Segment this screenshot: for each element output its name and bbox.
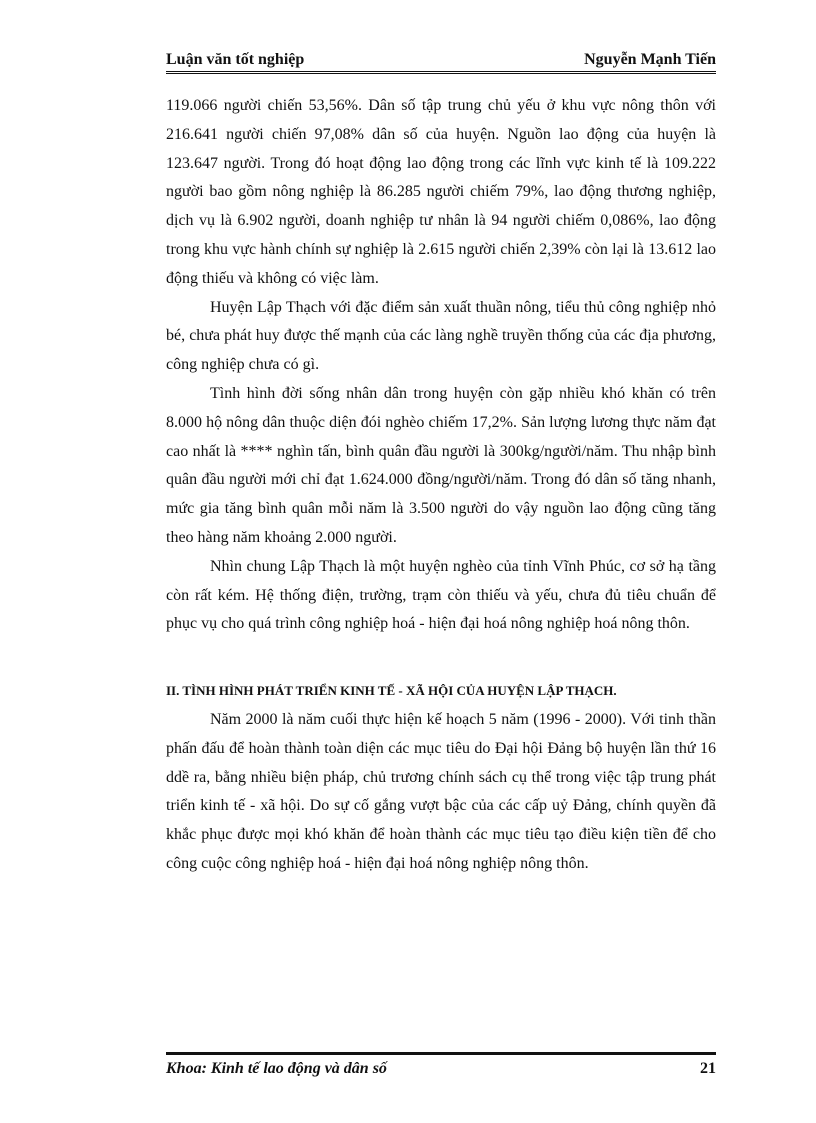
paragraph-living-conditions: Tình hình đời sống nhân dân trong huyện còn gặp nhiều khó khăn có trên 8.000 hộ nông dân thuộc diện đói nghèo chiếm 17,2%. Sản lượng lương thực năm đạt cao nhất là **** nghìn tấn, bình quân đầu người là 300kg/người/năm. Thu nhập bình quân đầu người mới chỉ đạt 1.624.000 đồng/người/năm. Trong đó dân số tăng nhanh, mức gia tăng bình quân mỗi năm là 3.500 người do vậy nguồn lao động cũng tăng theo hàng năm khoảng 2.000 người. — [166, 384, 716, 546]
paragraph-infrastructure: Nhìn chung Lập Thạch là một huyện nghèo của tỉnh Vĩnh Phúc, cơ sở hạ tầng còn rất kém. Hệ thống điện, trường, trạm còn thiếu và yếu, chưa đủ tiêu chuẩn để phục vụ cho quá trình công nghiệp hoá - hiện đại hoá nông nghiệp hoá nông thôn. — [166, 557, 716, 633]
section-heading: II. TÌNH HÌNH PHÁT TRIỂN KINH TẾ - XÃ HỘI CỦA HUYỆN LẬP THẠCH. — [166, 683, 617, 699]
page-content — [166, 92, 716, 879]
header-author-name: Nguyễn Mạnh Tiến — [584, 51, 716, 68]
paragraph-economic-development: Năm 2000 là năm cuối thực hiện kế hoạch 5 năm (1996 - 2000). Với tinh thần phấn đấu để hoàn thành toàn diện các mục tiêu do Đại hội Đảng bộ huyện lần thứ 16 ddề ra, bằng nhiều biện pháp, chủ trương chính sách cụ thể trong việc tập trung phát triển kinh tế - xã hội. Do sự cố gắng vượt bậc của các cấp uỷ Đảng, chính quyền đã khắc phục được mọi khó khăn để hoàn thành các mục tiêu tạo điều kiện tiền để cho công cuộc công nghiệp hoá - hiện đại hoá nông nghiệp nông thôn. — [166, 710, 716, 872]
page-number: 21 — [700, 1059, 716, 1077]
page-header — [166, 46, 716, 74]
page-footer — [166, 1052, 716, 1078]
paragraph-population-labor: 119.066 người chiến 53,56%. Dân số tập trung chủ yếu ở khu vực nông thôn với 216.641 người chiến 97,08% dân số của huyện. Nguồn lao động của huyện là 123.647 người. Trong đó hoạt động lao động trong các lĩnh vực kinh tế là 109.222 người bao gồm nông nghiệp là 86.285 người chiếm 79%, lao động thương nghiệp, dịch vụ là 6.902 người, doanh nghiệp tư nhân là 94 người chiếm 0,086%, lao động trong khu vực hành chính sự nghiệp là 2.615 người chiến 2,39% còn lại là 13.612 lao động thiếu và không có việc làm. — [166, 97, 716, 287]
header-thesis-title: Luận văn tốt nghiệp — [166, 51, 305, 68]
footer-faculty: Khoa: Kinh tế lao động và dân số — [166, 1059, 387, 1077]
paragraph-production-characteristics: Huyện Lập Thạch với đặc điểm sản xuất thuần nông, tiểu thủ công nghiệp nhỏ bé, chưa phát huy được thế mạnh của các làng nghề truyền thống của các địa phương, công nghiệp chưa có gì. — [166, 298, 716, 374]
